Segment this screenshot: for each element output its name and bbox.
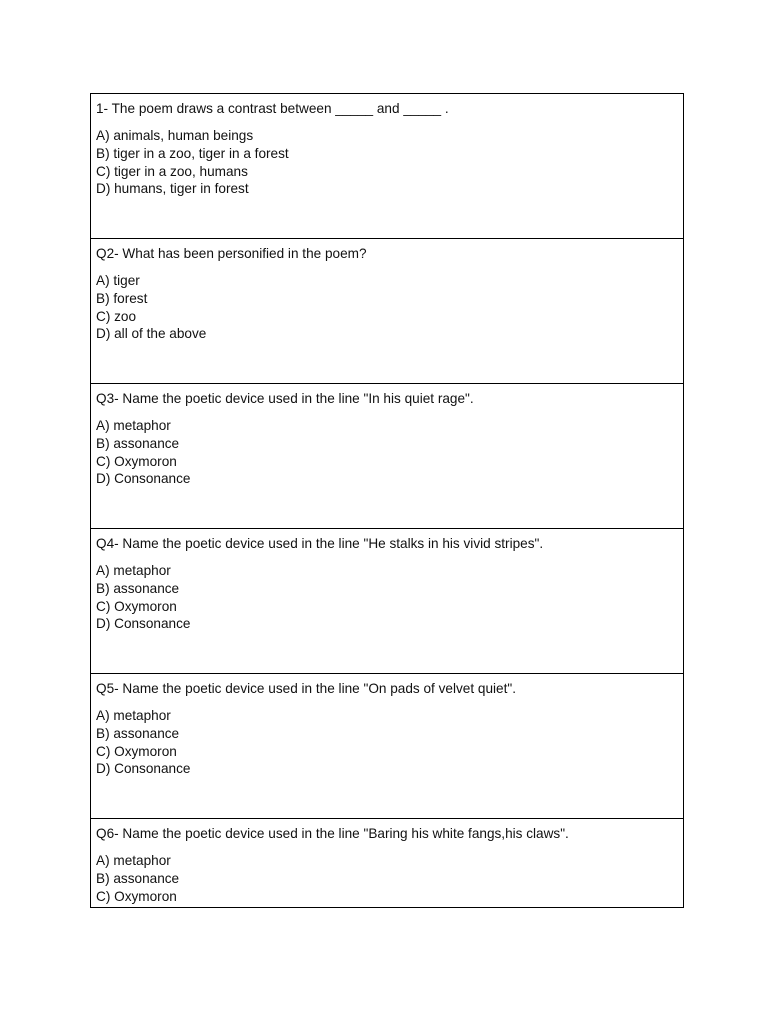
option-list [96, 852, 678, 905]
option-b: B) tiger in a zoo, tiger in a forest [96, 145, 289, 161]
option-d: D) Consonance [96, 761, 191, 777]
option-list [96, 707, 678, 778]
question-text: Q2- What has been personified in the poem? [96, 246, 367, 261]
question-text: Q4- Name the poetic device used in the line "He stalks in his vivid stripes". [96, 536, 544, 551]
option-c: C) Oxymoron [96, 743, 177, 759]
question-1 [91, 94, 683, 239]
option-a: A) metaphor [96, 563, 171, 578]
option-list [96, 272, 678, 343]
option-list [96, 127, 678, 198]
option-c: C) zoo [96, 308, 137, 324]
option-c: C) tiger in a zoo, humans [96, 163, 248, 179]
question-4 [91, 529, 683, 674]
option-list [96, 562, 678, 633]
option-list [96, 417, 678, 488]
option-c: C) Oxymoron [96, 453, 177, 469]
option-d: D) humans, tiger in forest [96, 181, 249, 197]
option-c: C) Oxymoron [96, 888, 177, 904]
option-d: D) all of the above [96, 326, 207, 342]
question-6 [91, 819, 683, 907]
question-text: Q3- Name the poetic device used in the line "In his quiet rage". [96, 391, 474, 406]
option-a: A) metaphor [96, 853, 171, 868]
quiz-table [90, 93, 684, 908]
question-text: Q5- Name the poetic device used in the line "On pads of velvet quiet". [96, 681, 516, 696]
question-2 [91, 239, 683, 384]
option-b: B) assonance [96, 870, 180, 886]
option-b: B) assonance [96, 435, 180, 451]
question-text: Q6- Name the poetic device used in the line "Baring his white fangs,his claws". [96, 826, 569, 841]
question-5 [91, 674, 683, 819]
option-b: B) assonance [96, 580, 180, 596]
option-b: B) forest [96, 290, 148, 306]
question-text: 1- The poem draws a contrast between _____ and _____ . [96, 101, 449, 116]
option-d: D) Consonance [96, 616, 191, 632]
option-c: C) Oxymoron [96, 598, 177, 614]
option-a: A) animals, human beings [96, 128, 254, 143]
option-a: A) metaphor [96, 708, 171, 723]
option-a: A) tiger [96, 273, 140, 288]
option-b: B) assonance [96, 725, 180, 741]
question-3 [91, 384, 683, 529]
option-a: A) metaphor [96, 418, 171, 433]
option-d: D) Consonance [96, 471, 191, 487]
